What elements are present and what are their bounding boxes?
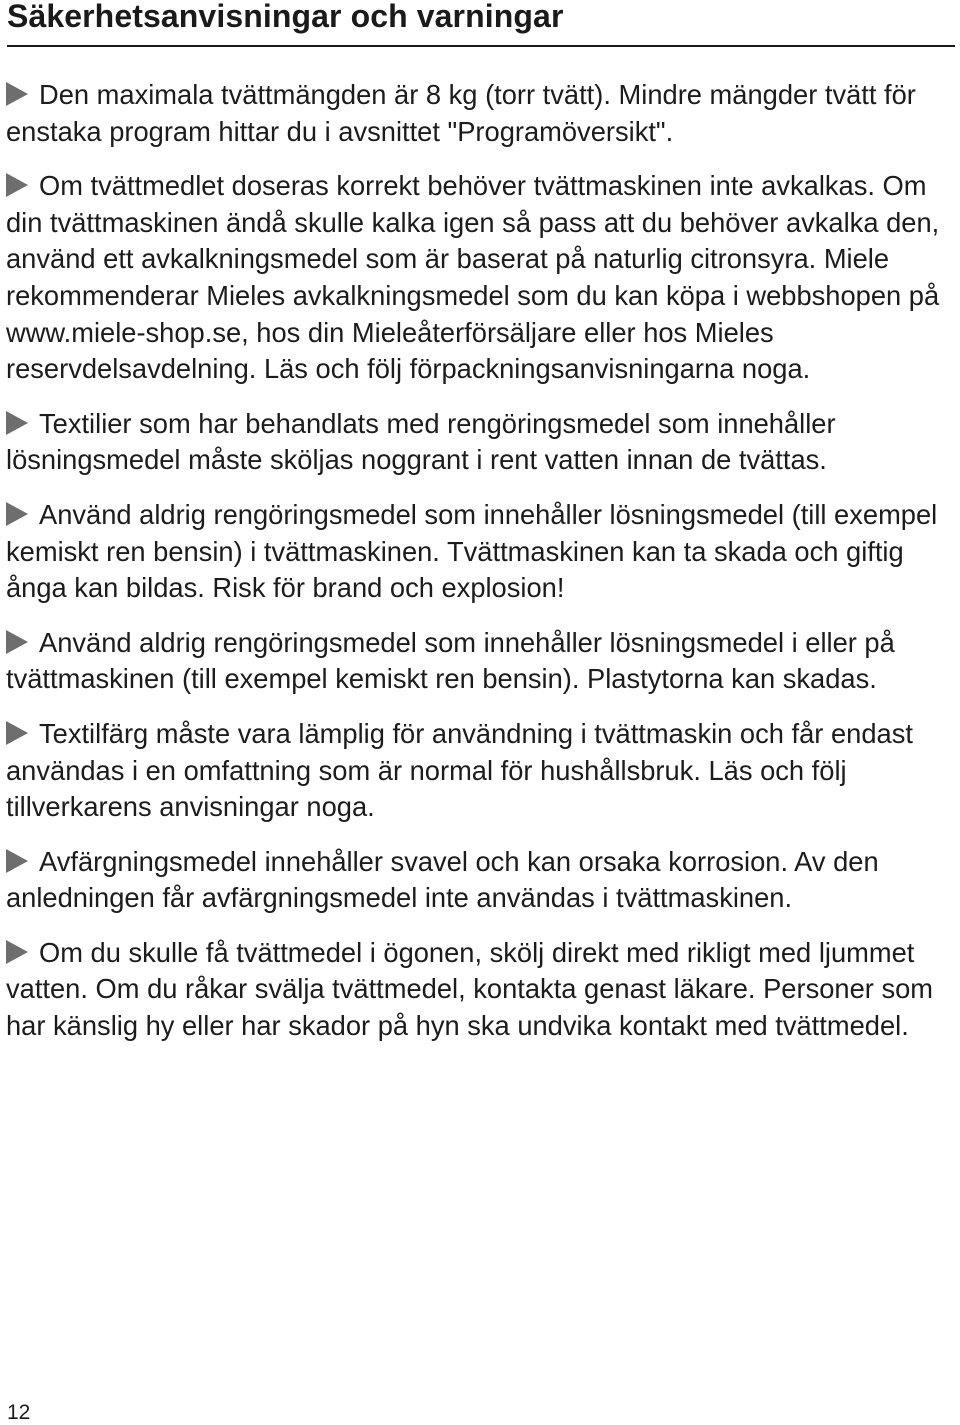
triangle-right-icon <box>6 82 28 106</box>
title-divider <box>7 45 955 47</box>
instruction-text: Använd aldrig rengöringsmedel som innehåller lösningsmedel (till exempel kemiskt ren bensin) i tvättmaskinen. Tvättmaskinen kan ta skada och giftig ånga kan bildas. Risk för brand och explosion! <box>6 498 938 604</box>
instruction-text: Använd aldrig rengöringsmedel som innehåller lösningsmedel i eller på tvättmaskinen (till exempel kemiskt ren bensin). Plastytorna kan skadas. <box>6 626 895 695</box>
triangle-right-icon <box>6 411 28 435</box>
instruction-item <box>6 844 951 917</box>
instruction-text: Den maximala tvättmängden är 8 kg (torr tvätt). Mindre mängder tvätt för enstaka program hittar du i avsnittet "Programöversikt". <box>6 79 916 147</box>
page-number: 12 <box>7 1401 31 1424</box>
triangle-right-icon <box>6 940 28 964</box>
triangle-right-icon <box>6 630 28 654</box>
instruction-text: Om du skulle få tvättmedel i ögonen, skölj direkt med rikligt med ljummet vatten. Om du råkar svälja tvättmedel, kontakta genast läkare. Personer som har känslig hy eller har skador på hyn ska undvika kontakt med tvättmedel. <box>6 936 934 1042</box>
triangle-right-icon <box>6 849 28 873</box>
instruction-text: Om tvättmedlet doseras korrekt behöver tvättmaskinen inte avkalkas. Om din tvättmaskinen ändå skulle kalka igen så pass att du behöver avkalka den, använd ett avkalkningsmedel som är baserat på naturlig citronsyra. Miele rekommenderar Mieles avkalkningsmedel som du kan köpa i webbshopen på www.miele-shop.se, hos din Mieleåterförsäljare eller hos Mieles reservdelsavdelning. Läs och följ förpackningsanvisningarna noga. <box>6 170 940 385</box>
instruction-item <box>6 77 951 150</box>
triangle-right-icon <box>6 502 28 526</box>
instruction-text: Textilfärg måste vara lämplig för användning i tvättmaskin och får endast användas i en omfattning som är normal för hushållsbruk. Läs och följ tillverkarens anvisningar noga. <box>6 717 913 823</box>
triangle-right-icon <box>6 721 28 745</box>
instruction-item <box>6 406 951 479</box>
instruction-item <box>6 168 951 388</box>
instruction-item <box>6 625 951 698</box>
instruction-text: Textilier som har behandlats med rengöringsmedel som innehåller lösningsmedel måste sköljas noggrant i rent vatten innan de tvättas. <box>6 407 836 476</box>
page-title: Säkerhetsanvisningar och varningar <box>7 0 564 34</box>
triangle-right-icon <box>6 173 28 197</box>
instruction-item <box>6 497 951 607</box>
instruction-item <box>6 935 951 1045</box>
safety-instructions-list <box>6 77 951 1063</box>
instruction-item <box>6 716 951 826</box>
instruction-text: Avfärgningsmedel innehåller svavel och kan orsaka korrosion. Av den anledningen får avfärgningsmedel inte användas i tvättmaskinen. <box>6 845 879 914</box>
